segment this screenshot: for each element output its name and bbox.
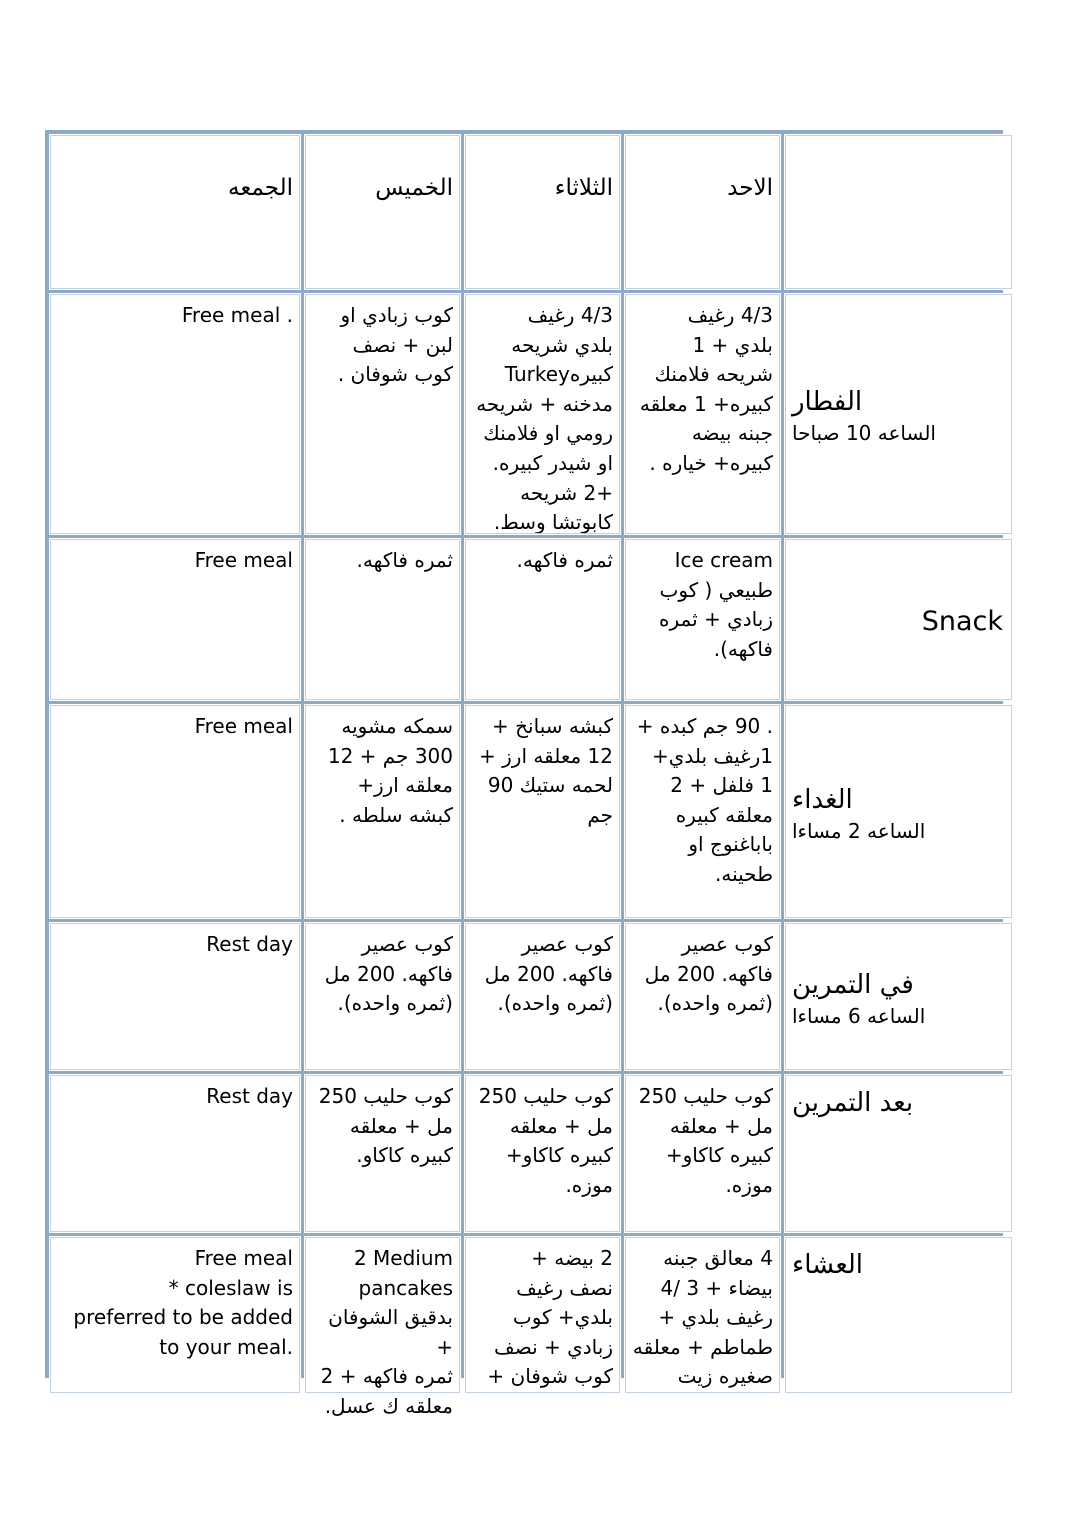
header-corner	[784, 134, 1013, 290]
cell-workout-tuesday: كوب عصير فاكهه. 200 مل (ثمره واحده).	[464, 922, 621, 1071]
cell-dinner-thursday: 2 Medium pancakes بدقيق الشوفان + ثمره فاكهه + 2 معلقه ك عسل.	[304, 1236, 461, 1394]
cell-snack-thursday: ثمره فاكهه.	[304, 538, 461, 701]
meal-label-workout: في التمرين الساعه 6 مساءا	[784, 922, 1013, 1071]
meal-plan-table	[45, 130, 1003, 1418]
cell-lunch-friday: Free meal	[49, 704, 301, 919]
cell-snack-friday: Free meal	[49, 538, 301, 701]
cell-lunch-sunday: . 90 جم كبده + 1رغيف بلدي+ 1 فلفل + 2 معلقه كبيره باباغنوج او طحينه.	[624, 704, 781, 919]
header-sunday: الاحد	[624, 134, 781, 290]
cell-dinner-friday: Free meal * coleslaw is preferred to be added to your meal.	[49, 1236, 301, 1394]
cell-lunch-tuesday: كبشه سبانخ + 12 معلقه ارز + لحمه ستيك 90 جم	[464, 704, 621, 919]
cell-breakfast-friday: Free meal .	[49, 293, 301, 535]
cell-post-workout-tuesday: كوب حليب 250 مل + معلقه كبيره كاكاو+ موزه.	[464, 1074, 621, 1233]
meal-label-lunch: الغداء الساعه 2 مساءا	[784, 704, 1013, 919]
cell-post-workout-thursday: كوب حليب 250 مل + معلقه كبيره كاكاو.	[304, 1074, 461, 1233]
cell-dinner-sunday: 4 معالق جبنه بيضاء + 3 /4 رغيف بلدي + طماطم + معلقه صغيره زيت	[624, 1236, 781, 1394]
meal-label-snack: Snack	[784, 538, 1013, 701]
cell-post-workout-sunday: كوب حليب 250 مل + معلقه كبيره كاكاو+ موزه.	[624, 1074, 781, 1233]
cell-post-workout-friday: Rest day	[49, 1074, 301, 1233]
cell-workout-sunday: كوب عصير فاكهه. 200 مل (ثمره واحده).	[624, 922, 781, 1071]
cell-breakfast-thursday: كوب زبادي او لبن + نصف كوب شوفان .	[304, 293, 461, 535]
header-tuesday: الثلاثاء	[464, 134, 621, 290]
cell-lunch-thursday: سمكه مشويه 300 جم + 12 معلقه ارز+ كبشه سلطه .	[304, 704, 461, 919]
header-thursday: الخميس	[304, 134, 461, 290]
header-friday: الجمعه	[49, 134, 301, 290]
cell-snack-sunday: Ice cream طبيعي ( كوب زبادي + ثمره فاكهه).	[624, 538, 781, 701]
cell-breakfast-sunday: 4/3 رغيف بلدي + 1 شريحه فلامنك كبيره+ 1 معلقه جبنه بيضه كبيره+ خياره .	[624, 293, 781, 535]
cell-workout-friday: Rest day	[49, 922, 301, 1071]
meal-label-breakfast: الفطار الساعه 10 صباحا	[784, 293, 1013, 535]
cell-breakfast-tuesday: 4/3 رغيف بلدي شريحه كبيرهTurkey مدخنه + شريحه رومي او فلامنك او شيدر كبيره. +2 شريحه كابوتشا وسط.	[464, 293, 621, 535]
cell-dinner-tuesday: 2 بيضه + نصف رغيف بلدي+ كوب زبادي + نصف كوب شوفان +	[464, 1236, 621, 1394]
cell-snack-tuesday: ثمره فاكهه.	[464, 538, 621, 701]
meal-label-dinner: العشاء	[784, 1236, 1013, 1394]
cell-workout-thursday: كوب عصير فاكهه. 200 مل (ثمره واحده).	[304, 922, 461, 1071]
meal-label-post-workout: بعد التمرين	[784, 1074, 1013, 1233]
